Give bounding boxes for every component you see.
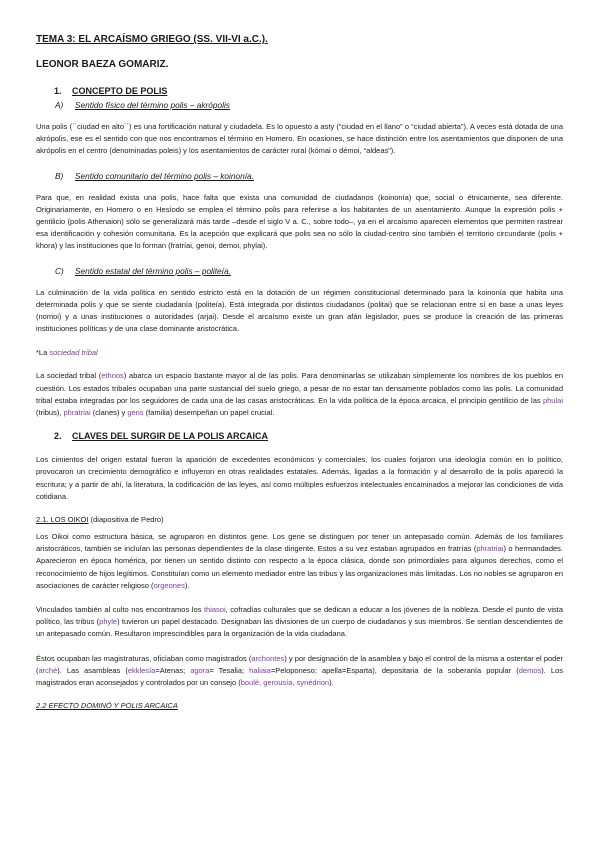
highlighted-term: phratriai: [63, 408, 91, 418]
highlighted-term: archontes: [251, 653, 285, 663]
text-run: = Tesalia;: [209, 665, 250, 675]
tribal-note-link: sociedad tribal: [49, 348, 98, 358]
text-run: ) y por designación de la asamblea y bajo el control de la misma a ostentar el poder (: [36, 653, 564, 675]
section-2-title: CLAVES DEL SURGIR DE LA POLIS ARCAICA: [72, 431, 269, 442]
text-run: (tribus),: [36, 408, 64, 418]
paragraph-oikoi: [36, 531, 563, 592]
subsection-2-1-heading: [36, 515, 563, 524]
subsection-2-2-link: 2.2 EFECTO DOMINÓ Y POLIS ARCAICA: [36, 701, 178, 711]
highlighted-term: demos: [518, 665, 542, 675]
text-run: ).: [184, 580, 190, 590]
highlighted-term: phratriai: [476, 544, 504, 554]
text-run: ) o hermandades. Aparecieron en época homérica, por tienen un sentido distinto con respecto a la época clásica, donde son primordiales para algunos derechos, como el reconocimiento de hijos legítimos. Constituían como un elemento mediador entre las tribus y las organizaciones más limitadas. Los no nobles se agruparon en asociaciones de carácter religioso (: [36, 544, 563, 590]
section-2-number: 2.: [54, 431, 62, 442]
highlighted-term: orgeones: [153, 580, 185, 590]
text-run: La sociedad tribal (: [36, 371, 102, 381]
highlighted-term: ethnos: [101, 371, 124, 381]
highlighted-term: boulé, gerousía, synédrion: [240, 678, 330, 688]
subsection-a-heading: [55, 100, 563, 110]
text-run: ) tuvieron un papel destacado. Designaban las divisiones de un cuerpo de ciudadanos y sus miembros. Se sentían descendientes de un antepasado común. Resultaron imprescindibles para la organización de la vida ciudadana.: [36, 617, 563, 639]
highlighted-term: phyle: [99, 617, 118, 627]
section-2-heading: [54, 431, 563, 441]
text-run: , cofradías culturales que se dedican a educar a los jóvenes de la nobleza. Desde el punto de vista político, las tribus (: [36, 605, 563, 627]
paragraph-thiasoi: [36, 604, 563, 641]
text-run: ). Los magistrados eran aconsejados y controlados por un consejo (: [36, 665, 563, 688]
document-author: LEONOR BAEZA GOMARIZ.: [36, 59, 169, 70]
highlighted-term: thiasoi: [203, 605, 226, 615]
section-1-title: CONCEPTO DE POLIS: [72, 86, 168, 96]
tribal-society-note: [36, 348, 563, 357]
subsection-c-heading: [55, 266, 563, 276]
text-run: (familia) desempeñan un papel crucial.: [143, 408, 275, 418]
highlighted-term: phulai: [542, 395, 563, 405]
highlighted-term: gens: [127, 408, 144, 418]
highlighted-term: haliaia: [249, 665, 271, 675]
subsection-2-2-heading: [36, 701, 563, 710]
paragraph-magistrates: [36, 653, 563, 690]
subsection-b-heading: [55, 171, 563, 181]
subsection-c-title: Sentido estatal del término polis – politeía.: [75, 265, 231, 276]
document-page: [36, 34, 563, 717]
subsection-2-1-link: 2.1. LOS OIKOI: [36, 515, 89, 525]
text-run: ) abarca un espacio bastante mayor al de las polis. Para denominarlas se utilizaban simplemente los nombres de los pueblos en cuestión. Los estados tribales ocupaban una parte sustancial del suelo griego, a pesar de no estar tan densamente poblados como las polis. La comunidad tribal estaba integradas por los seguidores de cada una de las casas aristocráticas. En la vida política de la época arcaica, el principio gentilicio de las: [36, 371, 563, 405]
subsection-b-letter: B): [55, 170, 64, 181]
subsection-c-letter: C): [55, 265, 64, 276]
section-1-heading: [54, 86, 563, 96]
text-run: Los Oikoi como estructura básica, se agruparon en distintos gene. Los gene se distinguen por tener un antepasado común. Además de los familiares aristocráticos, también se incluían las personas dependientes de la clase dirigente. Estos a su vez estaban agrupados en fratrías (: [36, 532, 563, 554]
text-run: Vinculados también al culto nos encontramos los: [36, 605, 204, 615]
paragraph-tribal-society: [36, 370, 563, 419]
text-run: =Peloponeso; apella=Esparta), depositaria de la soberanía popular (: [270, 665, 519, 675]
subsection-2-1-suffix: (diapositiva de Pedro): [88, 515, 164, 525]
highlighted-term: arché: [38, 665, 58, 675]
text-run: (clanes) y: [90, 408, 128, 418]
highlighted-term: ekklesía: [127, 665, 156, 675]
paragraph-state-origins: Los cimientos del origen estatal fueron la aparición de excedentes económicos y comerciales, los cuales forjaron una ideología común en lo político, provocaron un crecimiento demográfico e influyeron en otras realidades estatales. Además, ligadas a la formación y al desarrollo de la polis apareció la escritura; y a partir de ahí, la literatura, la codificación de las leyes, así como múltiples esfuerzos intelectuales encaminados a mejorar las condiciones de vida cotidiana.: [36, 455, 563, 501]
subsection-b-title: Sentido comunitario del término polis – koinonía.: [75, 170, 254, 181]
tribal-note-prefix: *La: [36, 348, 50, 358]
paragraph-polis-community: Para que, en realidad exista una polis, hace falta que exista una comunidad de ciudadanos (koinonía) que, social o étnicamente, sea diferente. Originariamente, en Homero o en Hesíodo se emplea el término polis para referirse a los habitantes de un asentamiento. Aunque la expresión polis + gentilicio (polis Athenaion) sólo se generalizará más tarde –desde el siglo V a. C., sobre todo–, ya en el arcaísmo aparecen elementos que permiten rastrear esa identificación y cohesión comunitaria. Es la acepción que explicará que polis sea no sólo la ciudad-centro sino también el territorio circundante (polis + khora) y las instituciones que lo forman (fratríai, genoi, demoi, phylai).: [36, 192, 563, 251]
text-run: ). Las asambleas (: [57, 665, 128, 675]
text-run: =Atenas;: [155, 665, 191, 675]
section-1-number: 1.: [54, 86, 62, 96]
text-run: Éstos ocupaban las magistraturas, oficiaban como magistrados (: [36, 653, 252, 663]
subsection-a-title: Sentido físico del término polis – akrópolis: [75, 100, 230, 110]
paragraph-polis-state: La culminación de la vida política en sentido estricto está en la dotación de un régimen constitucional determinado para la koinonía que habita una determinada polis y que se siente ciudadanía (politeía). Está integrada por distintos ciudadanos (politai) que se relacionan entre sí en base a unas leyes (nomoi) y a unas instituciones o autoridades (arjai). Desde el arcaísmo existe un gran afán legislador, pues se produce la creación de las primeras instituciones políticas y de una clase dominante aristocrática.: [36, 287, 563, 334]
highlighted-term: agora: [190, 665, 210, 675]
document-title: TEMA 3: EL ARCAÍSMO GRIEGO (SS. VII-VI a.C.).: [36, 34, 268, 45]
subsection-a-letter: A): [55, 100, 64, 110]
paragraph-polis-physical: Una polis (``ciudad en alto´´) es una fortificación natural y ciudadela. Es lo opuesto a asty (“ciudad en el llano” o “ciudad abierta”). A veces está dotada de una akrópolis, ese es el sentido con que nos encontramos el término en Homero. En ocasiones, se hace distinción entre los asentamientos que disponen de una akrópolis en el centro (denominadas poleis) y los asentamientos de carácter rural (kómai o démoi, “aldeas”).: [36, 122, 563, 156]
text-run: ).: [329, 678, 334, 688]
